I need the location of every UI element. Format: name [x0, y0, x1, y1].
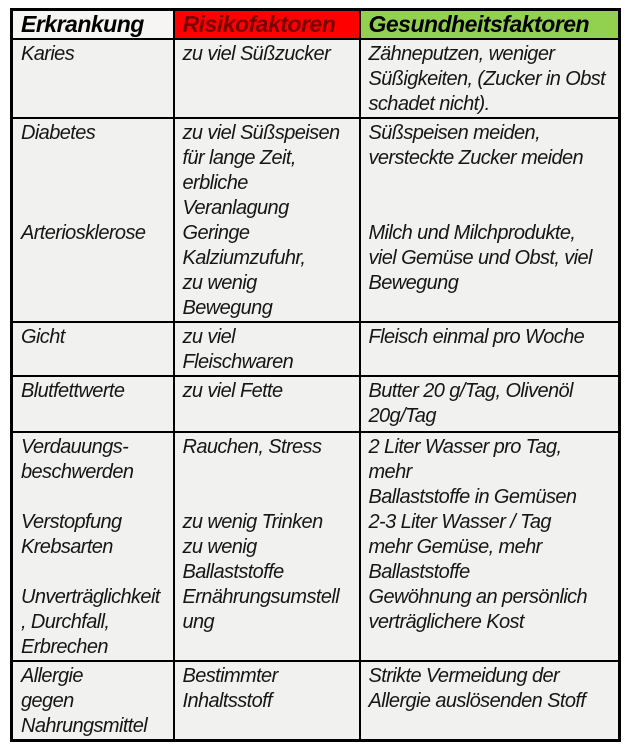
cell-text-line	[183, 460, 355, 485]
cell-text-line: Butter 20 g/Tag, Olivenöl	[368, 379, 573, 402]
cell-text-line: Diabetes	[21, 121, 96, 144]
cell-text-line: mehr Gemüse, mehr	[368, 535, 542, 558]
cell-text-line: , Durchfall,	[21, 610, 110, 633]
table-row-karies	[12, 39, 620, 118]
cell-text-line	[21, 560, 169, 585]
disease-cell	[12, 661, 174, 741]
cell-text-line: Süßigkeiten, (Zucker in Obst	[368, 67, 606, 90]
table-row-allergie	[12, 661, 620, 741]
cell-text-line: mehr	[368, 460, 412, 483]
cell-text-line	[21, 146, 169, 171]
disease-cell	[12, 376, 174, 432]
cell-text-line: gegen	[21, 689, 74, 712]
cell-text-line: Karies	[21, 42, 75, 65]
risk-cell	[174, 432, 360, 661]
cell-text-line: schadet nicht).	[368, 92, 490, 115]
cell-text-line: erbliche	[182, 171, 248, 194]
cell-text-line	[369, 171, 615, 196]
cell-text-line: Ernährungsumstell	[182, 585, 340, 608]
cell-text-line: Gewöhnung an persönlich	[368, 585, 588, 608]
cell-text-line: versteckte Zucker meiden	[368, 146, 584, 169]
cell-text-line	[21, 196, 169, 221]
cell-text-line: beschwerden	[21, 460, 134, 483]
cell-text-line: Zähneputzen, weniger	[368, 42, 555, 65]
cell-text-line: ung	[182, 610, 215, 633]
column-header-erkrankung: Erkrankung	[12, 10, 174, 39]
disease-cell	[12, 322, 174, 376]
cell-text-line: viel Gemüse und Obst, viel	[368, 246, 592, 269]
cell-text-line: 2-3 Liter Wasser / Tag	[368, 510, 551, 533]
cell-text-line	[21, 171, 169, 196]
cell-text-line: Verdauungs-	[21, 435, 129, 458]
cell-text-line: Ballaststoffe	[182, 560, 284, 583]
cell-text-line: Unverträglichkeit	[21, 585, 160, 608]
cell-text-line: Milch und Milchprodukte,	[368, 221, 576, 244]
cell-text-line: Strikte Vermeidung der	[368, 664, 560, 687]
cell-text-line: Rauchen, Stress	[182, 435, 322, 458]
health-cell	[360, 661, 620, 741]
cell-text-line: 2 Liter Wasser pro Tag,	[368, 435, 562, 458]
cell-text-line: Kalziumzufuhr,	[182, 246, 306, 269]
cell-text-line: Verstopfung	[21, 510, 122, 533]
cell-text-line: Geringe	[182, 221, 250, 244]
risk-cell	[174, 376, 360, 432]
cell-text-line: Bestimmter	[182, 664, 278, 687]
table-row-gicht	[12, 322, 620, 376]
cell-text-line: Krebsarten	[21, 535, 113, 558]
table-row-diabetes-arteriosklerose	[12, 118, 620, 322]
cell-text-line	[21, 485, 169, 510]
cell-text-line: zu viel Süßzucker	[182, 42, 331, 65]
health-cell	[360, 432, 620, 661]
cell-text-line: zu viel Fette	[182, 379, 283, 402]
disease-cell	[12, 118, 174, 322]
cell-text-line: zu viel	[182, 325, 235, 348]
cell-text-line	[369, 196, 615, 221]
cell-text-line: Süßspeisen meiden,	[368, 121, 541, 144]
cell-text-line: zu wenig Trinken	[182, 510, 323, 533]
cell-text-line: zu wenig	[182, 535, 257, 558]
cell-text-line: für lange Zeit,	[182, 146, 296, 169]
cell-text-line: zu wenig	[182, 271, 257, 294]
cell-text-line: Ballaststoffe in Gemüsen	[368, 485, 577, 508]
column-header-risikofaktoren: Risikofaktoren	[174, 10, 360, 39]
risk-factors-table	[10, 8, 621, 742]
cell-text-line: Erbrechen	[21, 635, 108, 658]
risk-cell	[174, 118, 360, 322]
cell-text-line: Allergie auslösenden Stoff	[368, 689, 586, 712]
cell-text-line: Bewegung	[182, 296, 273, 319]
disease-cell	[12, 39, 174, 118]
cell-text-line: Inhaltsstoff	[182, 689, 273, 712]
cell-text-line: Fleischwaren	[182, 350, 294, 373]
health-cell	[360, 39, 620, 118]
health-cell	[360, 118, 620, 322]
health-cell	[360, 322, 620, 376]
header-row	[12, 10, 620, 39]
cell-text-line	[183, 485, 355, 510]
health-cell	[360, 376, 620, 432]
cell-text-line: 20g/Tag	[368, 404, 436, 427]
cell-text-line: zu viel Süßspeisen	[182, 121, 340, 144]
cell-text-line: Veranlagung	[182, 196, 289, 219]
column-header-gesundheitsfaktoren: Gesundheitsfaktoren	[360, 10, 620, 39]
cell-text-line: Ballaststoffe	[368, 560, 470, 583]
risk-cell	[174, 661, 360, 741]
cell-text-line: Gicht	[21, 325, 65, 348]
cell-text-line: Arteriosklerose	[21, 221, 146, 244]
cell-text-line: Bewegung	[368, 271, 459, 294]
risk-cell	[174, 322, 360, 376]
risk-cell	[174, 39, 360, 118]
table-row-verdauungsbeschwerden	[12, 432, 620, 661]
cell-text-line: Blutfettwerte	[21, 379, 125, 402]
cell-text-line: Allergie	[21, 664, 83, 687]
cell-text-line: verträglichere Kost	[368, 610, 524, 633]
cell-text-line: Fleisch einmal pro Woche	[368, 325, 585, 348]
table-row-blutfettwerte	[12, 376, 620, 432]
disease-cell	[12, 432, 174, 661]
cell-text-line: Nahrungsmittel	[21, 714, 148, 737]
